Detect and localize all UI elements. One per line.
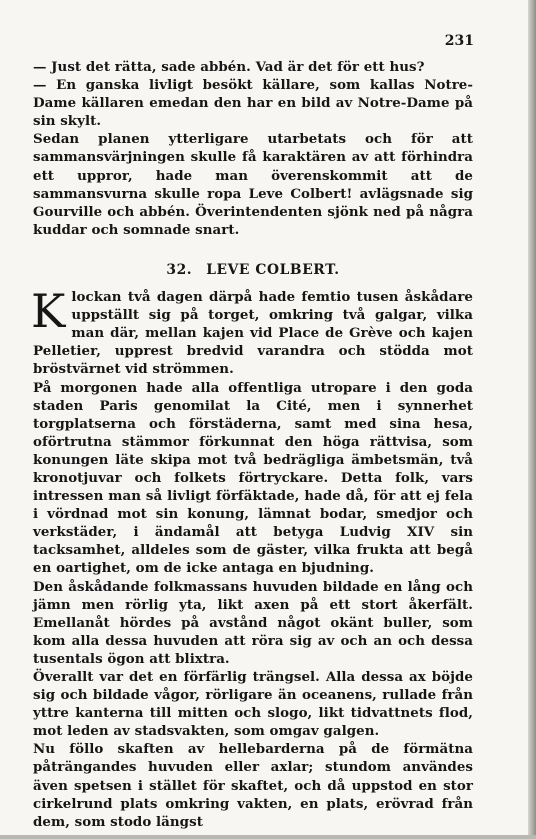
paragraph: — En ganska livligt besökt källare, som kallas Notre-Dame källaren emedan den har en bild av Notre-Dame på sin skylt. [33,77,473,130]
page-edge-shadow [528,0,536,839]
paragraph: Nu föllo skaften av hellebarderna på de förmätna påträngandes huvuden eller axlar; stundom användes även spetsen i stället för skaftet, och då uppstod en stor cirkelrund plats omkring vakten, en plats, erövrad från dem, som stodo längst [33,741,473,830]
chapter-heading [33,261,473,279]
chapter-number: 32. [166,261,193,278]
paragraph: Den åskådande folkmassans huvuden bildade en lång och jämn men rörlig yta, likt axen på ett stort åkerfält. Emellanåt hördes på avstånd något okänt buller, som kom alla dessa huvuden att röra sig av och an och dessa tusentals ögon att blixtra. [33,578,473,667]
paragraph: — Just det rätta, sade abbén. Vad är det för ett hus? [33,59,425,75]
paragraph: Sedan planen ytterligare utarbetats och för att sammansvärjningen skulle få karaktären av att förhindra ett uppror, hade man överenskommit att de sammansvurna skulle ropa Leve Colbert! avlägsnade sig Gourville och abbén. Överintendenten sjönk ned på några kuddar och somnade snart. [33,131,473,238]
chapter-title: LEVE COLBERT. [206,261,340,278]
paragraph: På morgonen hade alla offentliga utropare i den goda staden Paris genomilat la Cité, men i synnerhet torgplatserna och förstäderna, samt med sina hesa, oförtrutna stämmor förkunnat den höga rättvisa, som konungen läte skipa mot två bedrägliga ämbetsmän, två kronotjuvar och folkets förtryckare. Detta folk, vars intressen man så livligt förfäktade, hade då, för att ej fela i vördnad mot sin konung, lämnat bodar, smedjor och verkstäder, i ändamål att betyga Ludvig XIV sin tacksamhet, alldeles som de gäster, vilka frukta att begå en oartighet, om de icke antaga en bjudning. [33,379,473,577]
chapter-first-paragraph [31,284,473,378]
paragraph: Överallt var det en förfärlig trängsel. Alla dessa ax böjde sig och bildade vågor, rörligare än oceanens, rullade från yttre kanterna till mitten och slogo, likt tidvattnets flod, mot leden av stadsvakten, som omgav galgen. [33,669,473,740]
drop-cap: K [31,284,66,339]
first-paragraph-text: lockan två dagen därpå hade femtio tusen åskådare uppställt sig på torget, omkring två galgar, vilka man där, mellan kajen vid Place de Grève och kajen Pelletier, upprest bredvid varandra och stödda mot bröstvärnet vid strömmen. [33,289,473,378]
page-number: 231 [444,33,474,49]
page-bottom-edge [0,835,536,839]
page-body [33,58,473,831]
